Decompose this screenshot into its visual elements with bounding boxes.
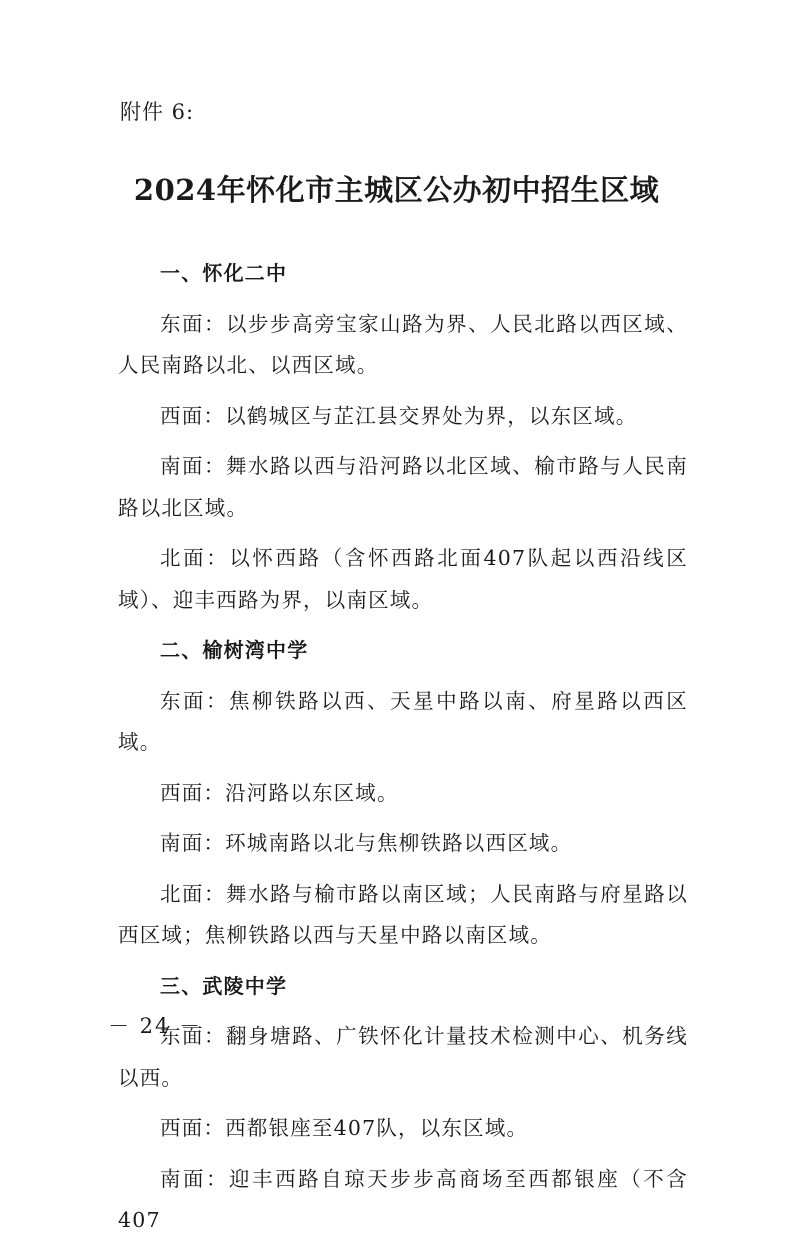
- paragraph: 南面：迎丰西路自琼天步步高商场至西都银座（不含407: [118, 1166, 688, 1232]
- section-heading: 二、榆树湾中学: [160, 638, 309, 662]
- paragraph: 南面：舞水路以西与沿河路以北区域、榆市路与人民南路以北区域。: [118, 454, 688, 520]
- page-number: － 24 －: [108, 1014, 203, 1038]
- paragraph: 西面：沿河路以东区域。: [160, 780, 399, 805]
- paragraph: 西面：以鹤城区与芷江县交界处为界，以东区域。: [160, 403, 638, 428]
- paragraph: 北面：舞水路与榆市路以南区域；人民南路与府星路以西区域；焦柳铁路以西与天星中路以南区域。: [118, 881, 688, 947]
- section-heading: 一、怀化二中: [160, 261, 288, 285]
- section-heading: 三、武陵中学: [160, 973, 288, 998]
- paragraph: 西面：西都银座至407队，以东区域。: [160, 1116, 529, 1140]
- page-title: 2024年怀化市主城区公办初中招生区域: [133, 173, 660, 207]
- paragraph: 东面：焦柳铁路以西、天星中路以南、府星路以西区域。: [118, 688, 688, 754]
- paragraph: 东面：翻身塘路、广铁怀化计量技术检测中心、机务线以西。: [118, 1024, 688, 1090]
- document-body: [118, 253, 688, 1242]
- paragraph: 东面：以步步高旁宝家山路为界、人民北路以西区域、人民南路以北、以西区域。: [118, 311, 688, 377]
- paragraph: 北面：以怀西路（含怀西路北面407队起以西沿线区域）、迎丰西路为界，以南区域。: [118, 546, 688, 612]
- attachment-label: 附件 6:: [120, 100, 195, 124]
- paragraph: 南面：环城南路以北与焦柳铁路以西区域。: [160, 831, 573, 855]
